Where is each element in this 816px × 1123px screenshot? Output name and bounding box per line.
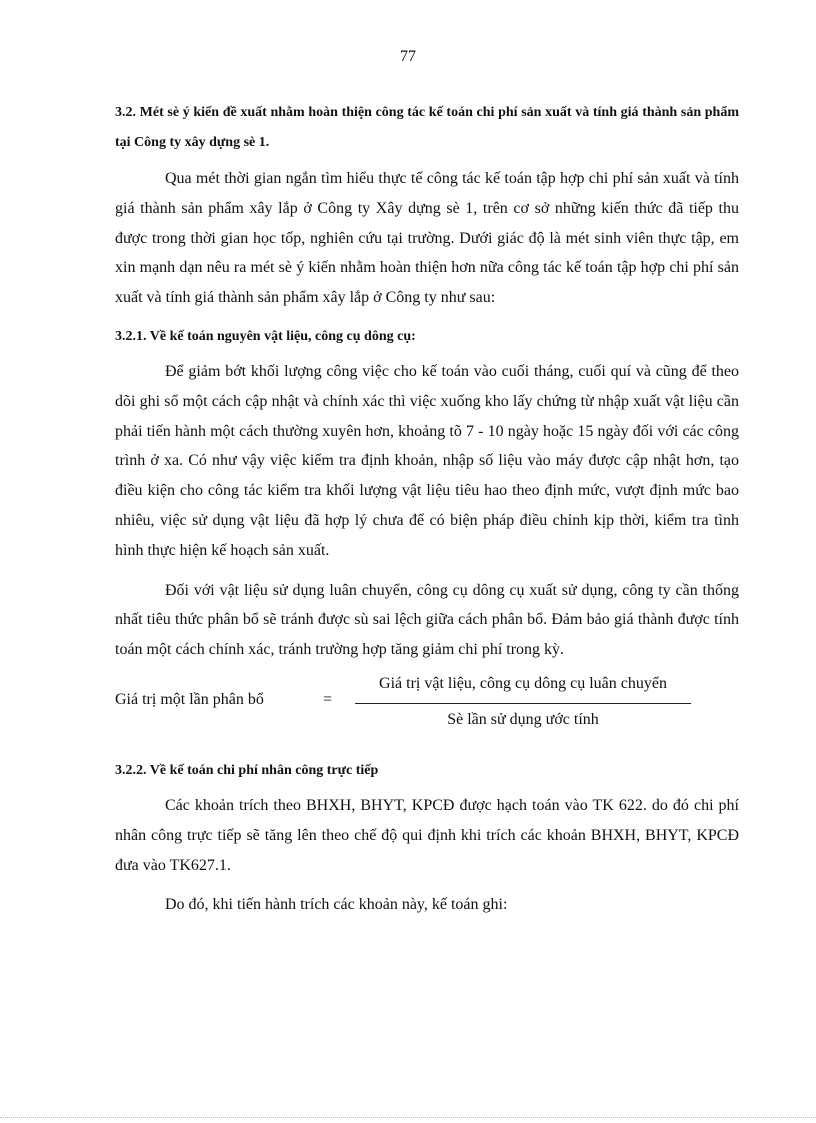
materials-paragraph-1: Để giảm bớt khối lượng công việc cho kế toán vào cuối tháng, cuối quí và cũng để theo dõi ghi sổ một cách cập nhật và chính xác thì việc xuống kho lấy chứng từ nhập xuất vật liệu cần phải tiến hành một cách thường xuyên hơn, khoảng tõ 7 - 10 ngày hoặc 15 ngày đối với các công trình ở xa. Có như vậy việc kiểm tra định khoản, nhập số liệu vào máy được cập nhật hơn, tạo điều kiện cho công tác kiểm tra khối lượng vật liệu tiêu hao theo định mức, vượt định mức bao nhiêu, việc sử dụng vật liệu đã hợp lý chưa để có biện pháp điều chỉnh kịp thời, kiểm tra tình hình thực hiện kế hoạch sản xuất. — [115, 362, 739, 559]
formula-numerator: Giá trị vật liệu, công cụ dông cụ luân chuyển — [379, 674, 667, 692]
subsection-heading-labor: 3.2.2. Về kế toán chi phí nhân công trực tiếp — [115, 762, 379, 778]
formula-denominator: Sè lần sử dụng ước tính — [447, 710, 599, 728]
formula-label: Giá trị một lần phân bổ — [115, 690, 264, 708]
page-number: 77 — [400, 48, 416, 65]
intro-paragraph: Qua mét thời gian ngắn tìm hiểu thực tế công tác kế toán tập hợp chi phí sản xuất và tính giá thành sản phẩm xây lắp ở Công ty Xây dựng sè 1, trên cơ sở những kiến thức đã tiếp thu được trong thời gian học tốp, nghiên cứu tại trường. Dưới giác độ là mét sinh viên thực tập, em xin mạnh dạn nêu ra mét sè ý kiến nhằm hoàn thiện hơn nữa công tác kế toán tập hợp chi phí sản xuất và tính giá thành sản phẩm xây lắp ở Công ty như sau: — [115, 170, 739, 307]
labor-paragraph-1: Các khoản trích theo BHXH, BHYT, KPCĐ được hạch toán vào TK 622. do đó chi phí nhân công trực tiếp sẽ tăng lên theo chế độ qui định khi trích các khoản BHXH, BHYT, KPCĐ đưa vào TK627.1. — [115, 796, 739, 874]
document-body — [115, 98, 739, 930]
section-heading: 3.2. Mét sè ý kiến đề xuất nhằm hoàn thiện công tác kế toán chi phí sản xuất và tính giá thành sản phẩm tại Công ty xây dựng sè 1. — [115, 105, 739, 150]
allocation-formula — [115, 675, 739, 747]
materials-paragraph-2: Đối với vật liệu sử dụng luân chuyển, công cụ dông cụ xuất sử dụng, công ty cần thống nhất tiêu thức phân bổ sẽ tránh được sù sai lệch giữa cách phân bổ. Đảm bảo giá thành được tính toán một cách chính xác, tránh trường hợp tăng giảm chi phí trong kỳ. — [115, 581, 739, 659]
fraction-bar — [355, 703, 691, 704]
subsection-heading-materials: 3.2.1. Về kế toán nguyên vật liệu, công cụ dông cụ: — [115, 328, 416, 344]
page-bottom-rule — [0, 1117, 816, 1118]
formula-equals: = — [323, 690, 333, 708]
labor-paragraph-2: Do đó, khi tiến hành trích các khoản này, kế toán ghi: — [165, 896, 508, 914]
